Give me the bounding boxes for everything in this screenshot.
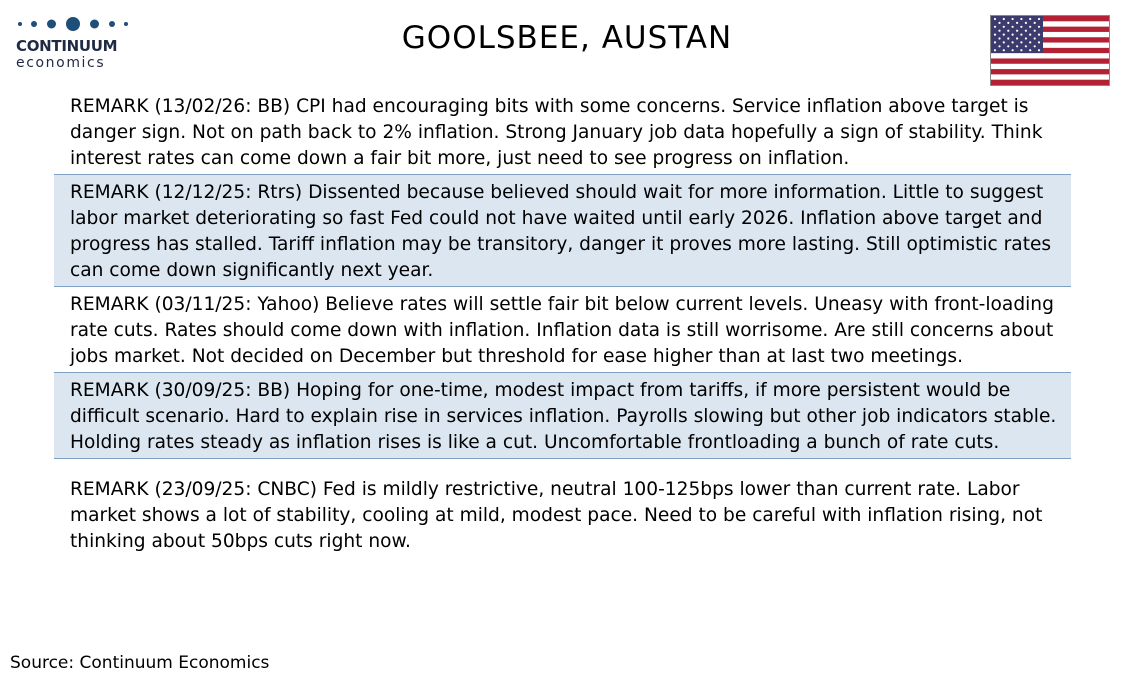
logo-wordmark-bottom: economics [16,55,106,71]
logo-wordmark-top: CONTINUUM [16,37,118,55]
remark-item: REMARK (13/02/26: BB) CPI had encouraging bits with some concerns. Service inflation above target is danger sign. Not on path back to 2% inflation. Strong January job data hopefully a sign of stability. Think interest rates can come down a fair bit more, just need to see progress on inflation. [54,89,1071,175]
remark-item: REMARK (12/12/25: Rtrs) Dissented because believed should wait for more information. Little to suggest labor market deteriorating so fast Fed could not have waited until early 2026. Inflation above target and progress has stalled. Tariff inflation may be transitory, danger it proves more lasting. Still optimistic rates can come down significantly next year. [54,175,1071,287]
remarks-list [54,89,1071,557]
us-flag-icon [990,15,1110,86]
page-title: GOOLSBEE, AUSTAN [401,20,733,56]
remark-item: REMARK (30/09/25: BB) Hoping for one-time, modest impact from tariffs, if more persistent would be difficult scenario. Hard to explain rise in services inflation. Payrolls slowing but other job indicators stable. Holding rates steady as inflation rises is like a cut. Uncomfortable frontloading a bunch of rate cuts. [54,373,1071,459]
remark-item: REMARK (03/11/25: Yahoo) Believe rates will settle fair bit below current levels. Uneasy with front-loading rate cuts. Rates should come down with inflation. Inflation data is still worrisome. Are still concerns about jobs market. Not decided on December but threshold for ease higher than at last two meetings. [54,287,1071,373]
source-note: Source: Continuum Economics [10,653,270,673]
remark-item: REMARK (23/09/25: CNBC) Fed is mildly restrictive, neutral 100-125bps lower than current rate. Labor market shows a lot of stability, cooling at mild, modest pace. Need to be careful with inflation rising, not thinking about 50bps cuts right now. [70,479,1043,552]
